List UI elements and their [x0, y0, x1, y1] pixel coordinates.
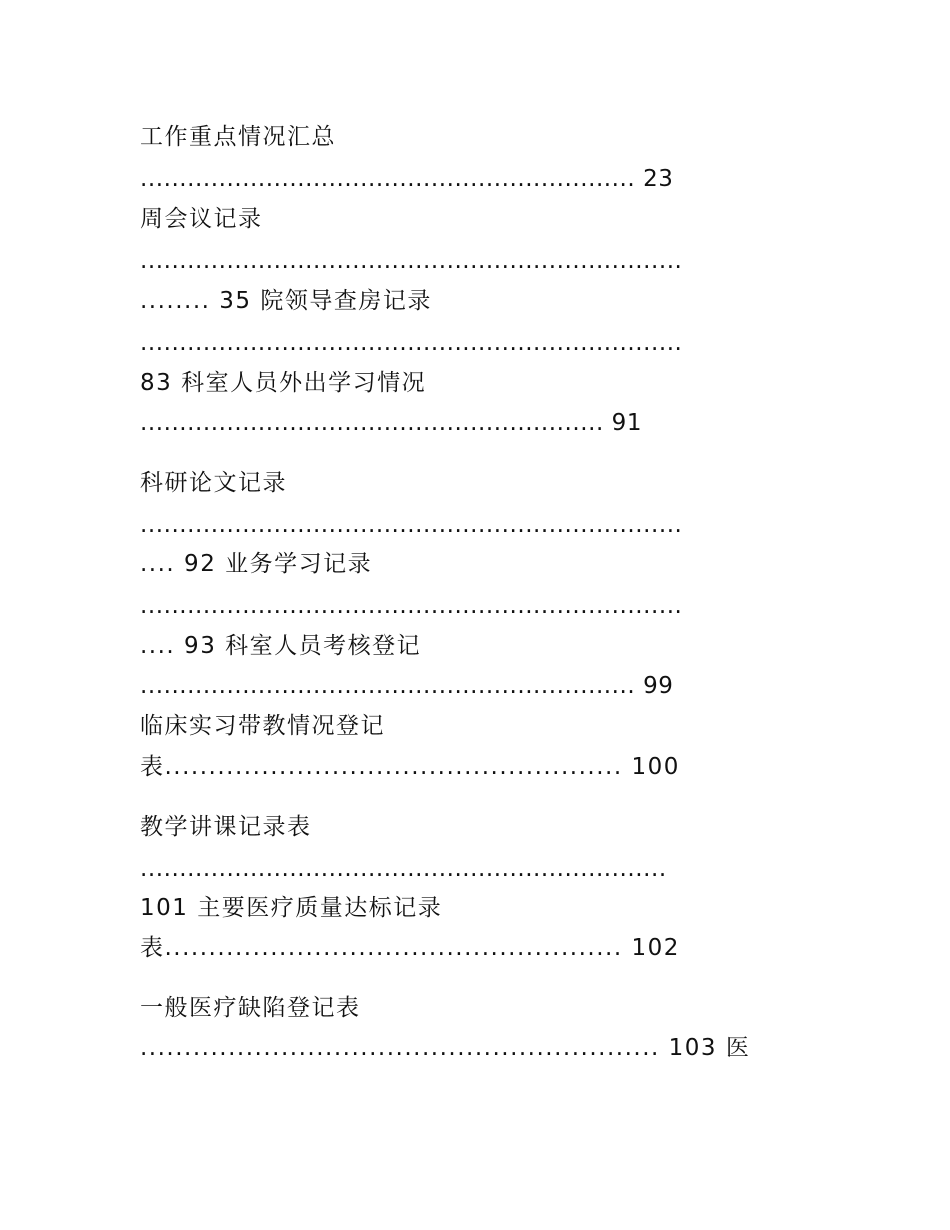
toc-line: 表.................................................... 100 — [140, 754, 680, 780]
toc-line: ..................................................................... — [140, 248, 683, 274]
toc-line: 83 科室人员外出学习情况 — [140, 370, 427, 396]
toc-line: 科研论文记录 — [140, 470, 287, 496]
toc-line: ............................................................... 23 — [140, 166, 674, 192]
toc-line: 表.................................................... 102 — [140, 935, 680, 961]
toc-line: 一般医疗缺陷登记表 — [140, 995, 361, 1021]
toc-line: .... 92 业务学习记录 — [140, 551, 373, 577]
toc-line: 教学讲课记录表 — [140, 814, 312, 840]
toc-line: ..................................................................... — [140, 512, 683, 538]
toc-line: ............................................................... 99 — [140, 673, 674, 699]
toc-line: 周会议记录 — [140, 206, 263, 232]
toc-line: ................................................................... — [140, 856, 667, 882]
toc-line: ..................................................................... — [140, 593, 683, 619]
toc-line: ........................................................... 103 医 — [140, 1035, 751, 1061]
toc-line: .... 93 科室人员考核登记 — [140, 633, 422, 659]
toc-line: 101 主要医疗质量达标记录 — [140, 895, 443, 921]
toc-line: 工作重点情况汇总 — [140, 124, 336, 150]
toc-line: ........................................................... 91 — [140, 410, 643, 436]
toc-line: ..................................................................... — [140, 330, 683, 356]
toc-line: 临床实习带教情况登记 — [140, 713, 385, 739]
toc-line: ........ 35 院领导查房记录 — [140, 288, 432, 314]
